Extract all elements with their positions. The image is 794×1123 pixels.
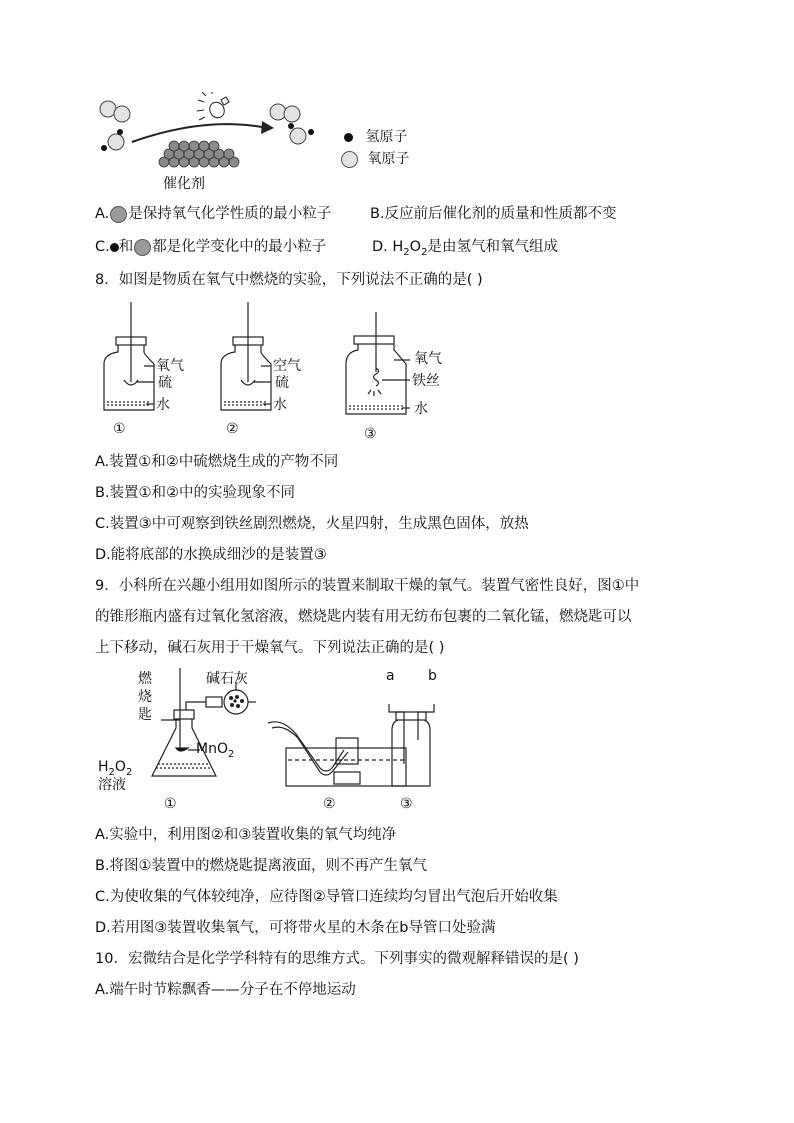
bottle1-gas-label: 氧气 (156, 358, 184, 374)
q8-option-a: A.装置①和②中硫燃烧生成的产物不同 (95, 454, 339, 470)
q9-option-d: D.若用图③装置收集氧气，可将带火星的木条在b导管口处验满 (95, 920, 496, 936)
bottle2-gas-label: 空气 (273, 358, 301, 374)
bottle1-number: ① (113, 421, 126, 437)
legend-hydrogen-label: 氢原子 (365, 129, 408, 145)
q8-option-c: C.装置③中可观察到铁丝剧烈燃烧，火星四射，生成黑色固体，放热 (95, 516, 529, 532)
figure-number-3: ③ (400, 796, 413, 812)
q7-option-b: B.反应前后催化剂的质量和性质都不变 (370, 206, 617, 222)
q8-option-b: B.装置①和②中的实验现象不同 (95, 485, 296, 501)
q10-option-a: A.端午时节粽飘香——分子在不停地运动 (95, 982, 356, 998)
oxygen-atom-icon (134, 239, 151, 256)
reactant-molecules (100, 101, 130, 151)
gas-collecting-bottle (389, 704, 434, 786)
bottle3-water-label: 水 (414, 401, 428, 417)
spoon-label-3: 匙 (138, 707, 152, 723)
figure-number-1: ① (164, 796, 177, 812)
catalyst-label: 催化剂 (163, 176, 205, 192)
q9-option-c: C.为使收集的气体较纯净，应待图②导管口连续均匀冒出气泡后开始收集 (95, 889, 558, 905)
q9-option-a: A.实验中，利用图②和③装置收集的氧气均纯净 (95, 827, 397, 843)
q8-option-d: D.能将底部的水换成细沙的是装置③ (95, 547, 327, 563)
bottle3-gas-label: 氧气 (414, 351, 442, 367)
port-a-label: a (386, 668, 395, 684)
oxygen-atom-icon (341, 151, 358, 168)
bottle3-iron-label: 铁丝 (412, 373, 440, 389)
legend-oxygen-label: 氧原子 (367, 151, 410, 167)
spoon-label-2: 烧 (138, 689, 152, 705)
solution-label: 溶液 (98, 777, 126, 793)
spoon-label-1: 燃 (138, 671, 152, 687)
bottle3-number: ③ (364, 426, 377, 442)
port-b-label: b (428, 668, 437, 684)
product-molecules (270, 104, 314, 144)
bottle-3 (346, 312, 410, 414)
q10-stem: 10．宏微结合是化学学科特有的思维方式。下列事实的微观解释错误的是( ) (95, 951, 579, 967)
bottle-1 (104, 302, 154, 410)
mno2-label: MnO$_2$ (196, 741, 235, 760)
soda-lime-label: 碱石灰 (206, 671, 248, 687)
q7-option-d: D. $H_2O_2$是由氢气和氧气组成 (372, 239, 558, 258)
bottle2-water-label: 水 (273, 397, 287, 413)
q7-option-c: C. 和 都是化学变化中的最小粒子 (95, 239, 327, 255)
legend-oxygen (340, 150, 409, 168)
bottle-2 (221, 302, 271, 410)
figure-number-2: ② (323, 796, 336, 812)
q9-stem-line-2: 的锥形瓶内盛有过氧化氢溶液，燃烧匙内装有用无纺布包裹的二氧化锰，燃烧匙可以 (95, 609, 632, 625)
water-trough (268, 722, 406, 786)
q9-option-b: B.将图①装置中的燃烧匙提离液面，则不再产生氧气 (95, 858, 428, 874)
hydrogen-atom-icon (110, 243, 119, 252)
light-bulb-icon (197, 92, 229, 120)
q7-option-a: A. 是保持氧气化学性质的最小粒子 (95, 206, 332, 222)
legend-hydrogen (344, 128, 407, 146)
catalyst-particles (159, 141, 239, 167)
catalyst-reaction-figure (92, 92, 322, 192)
bottle1-water-label: 水 (156, 397, 170, 413)
q8-stem: 8．如图是物质在氧气中燃烧的实验，下列说法不正确的是( ) (95, 272, 483, 288)
bottle1-sulfur-label: 硫 (158, 375, 172, 391)
oxygen-atom-icon (110, 206, 127, 223)
bottle2-number: ② (226, 421, 239, 437)
bottle2-sulfur-label: 硫 (275, 375, 289, 391)
q9-stem-line-1: 9．小科所在兴趣小组用如图所示的装置来制取干燥的氧气。装置气密性良好，图①中 (95, 578, 640, 594)
h2o2-label: $H_2O_2$ (98, 759, 133, 778)
hydrogen-atom-icon (344, 133, 353, 142)
q9-stem-line-3: 上下移动，碱石灰用于干燥氧气。下列说法正确的是( ) (95, 640, 445, 656)
